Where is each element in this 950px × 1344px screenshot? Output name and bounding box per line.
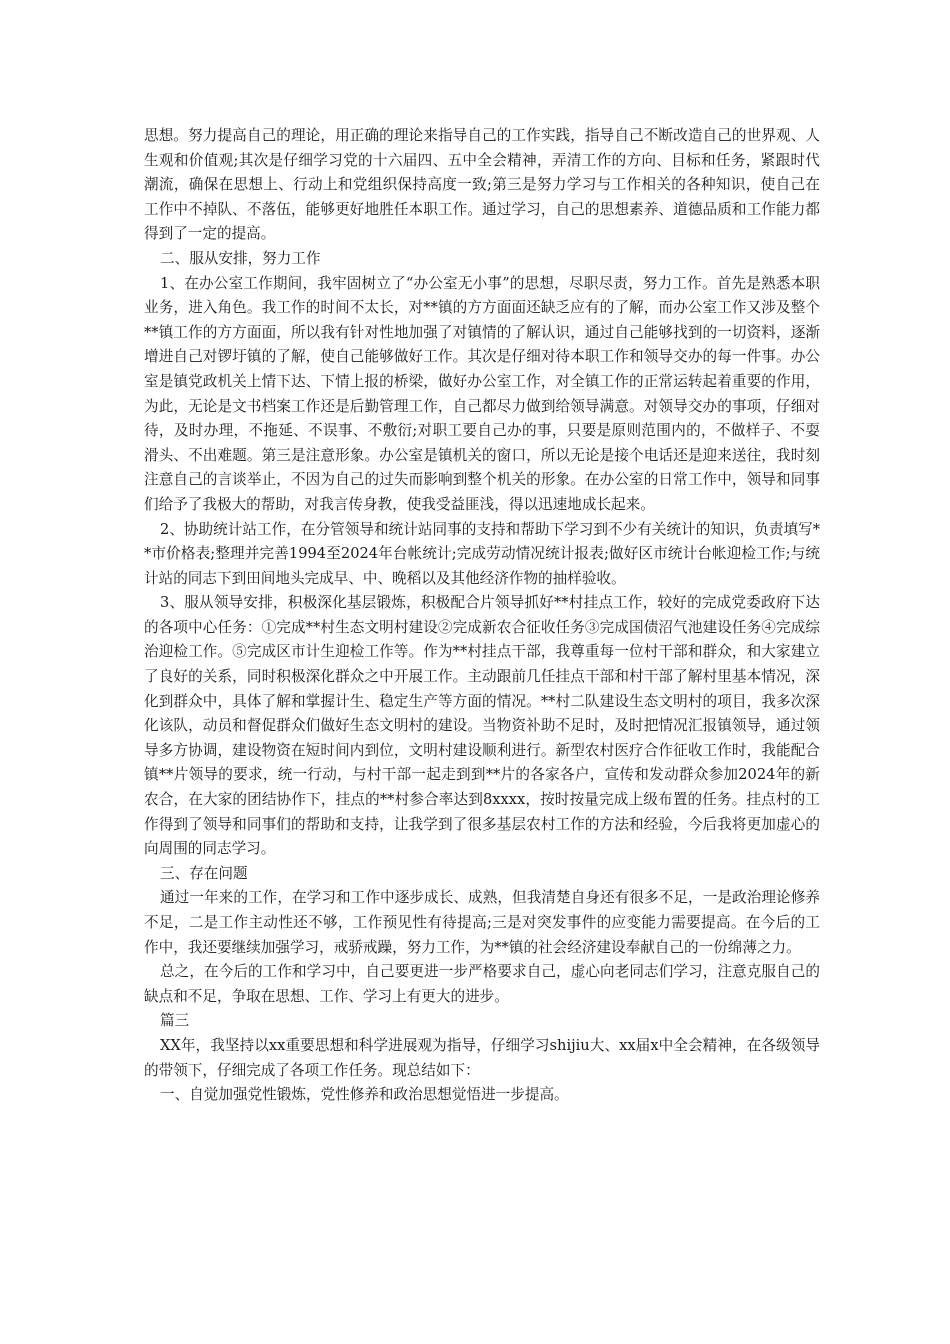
paragraph-part-three-intro: XX年，我坚持以xx重要思想和科学进展观为指导，仔细学习shijiu大、xx届x中全会精神，在各级领导的带领下，仔细完成了各项工作任务。现总结如下：: [144, 1036, 820, 1079]
document-body: [144, 124, 820, 1108]
paragraph-study-continued: 思想。努力提高自己的理论，用正确的理论来指导自己的工作实践，指导自己不断改造自己的世界观、人生观和价值观;其次是仔细学习党的十六届四、五中全会精神，弄清工作的方向、目标和任务，紧跟时代潮流，确保在思想上、行动上和党组织保持高度一致;第三是努力学习与工作相关的各种知识，使自己在工作中不掉队、不落伍，能够更好地胜任本职工作。通过学习，自己的思想素养、道德品质和工作能力都得到了一定的提高。: [144, 127, 820, 243]
paragraph-statistics-work: 2、协助统计站工作，在分管领导和统计站同事的支持和帮助下学习到不少有关统计的知识，负责填写**市价格表;整理并完善1994至2024年台帐统计;完成劳动情况统计报表;做好区市统计台帐迎检工作;与统计站的同志下到田间地头完成早、中、晚稻以及其他经济作物的抽样验收。: [144, 520, 820, 587]
heading-part-three: 篇三: [160, 1012, 190, 1030]
heading-party-spirit: 一、自觉加强党性锻炼，党性修养和政治思想觉悟进一步提高。: [160, 1086, 569, 1104]
paragraph-office-work: 1、在办公室工作期间，我牢固树立了“办公室无小事”的思想，尽职尽责，努力工作。首先是熟悉本职业务，进入角色。我工作的时间不太长，对**镇的方方面面还缺乏应有的了解，而办公室工作又涉及整个**镇工作的方方面面，所以我有针对性地加强了对镇情的了解认识，通过自己能够找到的一切资料，逐渐增进自己对锣圩镇的了解，使自己能够做好工作。其次是仔细对待本职工作和领导交办的每一件事。办公室是镇党政机关上情下达、下情上报的桥梁，做好办公室工作，对全镇工作的正常运转起着重要的作用，为此，无论是文书档案工作还是后勤管理工作，自己都尽力做到给领导满意。对领导交办的事项，仔细对待，及时办理，不拖延、不误事、不敷衍;对职工要自己办的事，只要是原则范围内的，不做样子、不耍滑头、不出难题。第三是注意形象。办公室是镇机关的窗口，所以无论是接个电话还是迎来送往，我时刻注意自己的言谈举止，不因为自己的过失而影响到整个机关的形象。在办公室的日常工作中，领导和同事们给予了我极大的帮助，对我言传身教，使我受益匪浅，得以迅速地成长起来。: [144, 274, 820, 513]
heading-obey-arrangement: 二、服从安排，努力工作: [160, 249, 321, 267]
heading-existing-problems: 三、存在问题: [160, 864, 248, 882]
paragraph-village-work: 3、服从领导安排，积极深化基层锻炼，积极配合片领导抓好**村挂点工作，较好的完成党委政府下达的各项中心任务：①完成**村生态文明村建设②完成新农合征收任务③完成国债沼气池建设任务④完成综治迎检工作。⑤完成区市计生迎检工作等。作为**村挂点干部，我尊重每一位村干部和群众，和大家建立了良好的关系，同时积极深化群众之中开展工作。主动跟前几任挂点干部和村干部了解村里基本情况，深化到群众中，具体了解和掌握计生、稳定生产等方面的情况。**村二队建设生态文明村的项目，我多次深化该队，动员和督促群众们做好生态文明村的建设。当物资补助不足时，及时把情况汇报镇领导，通过领导多方协调，建设物资在短时间内到位，文明村建设顺利进行。新型农村医疗合作征收工作时，我能配合镇**片领导的要求，统一行动，与村干部一起走到到**片的各家各户，宣传和发动群众参加2024年的新农合，在大家的团结协作下，挂点的**村参合率达到8xxxx，按时按量完成上级布置的任务。挂点村的工作得到了领导和同事们的帮助和支持，让我学到了很多基层农村工作的方法和经验，今后我将更加虚心的向周围的同志学习。: [144, 594, 820, 858]
paragraph-problems: 通过一年来的工作，在学习和工作中逐步成长、成熟，但我清楚自身还有很多不足，一是政治理论修养不足，二是工作主动性还不够，工作预见性有待提高;三是对突发事件的应变能力需要提高。在今后的工作中，我还要继续加强学习，戒骄戒躁，努力工作，为**镇的社会经济建设奉献自己的一份绵薄之力。: [144, 889, 820, 956]
paragraph-conclusion: 总之，在今后的工作和学习中，自己要更进一步严格要求自己，虚心向老同志们学习，注意克服自己的缺点和不足，争取在思想、工作、学习上有更大的进步。: [144, 963, 820, 1005]
